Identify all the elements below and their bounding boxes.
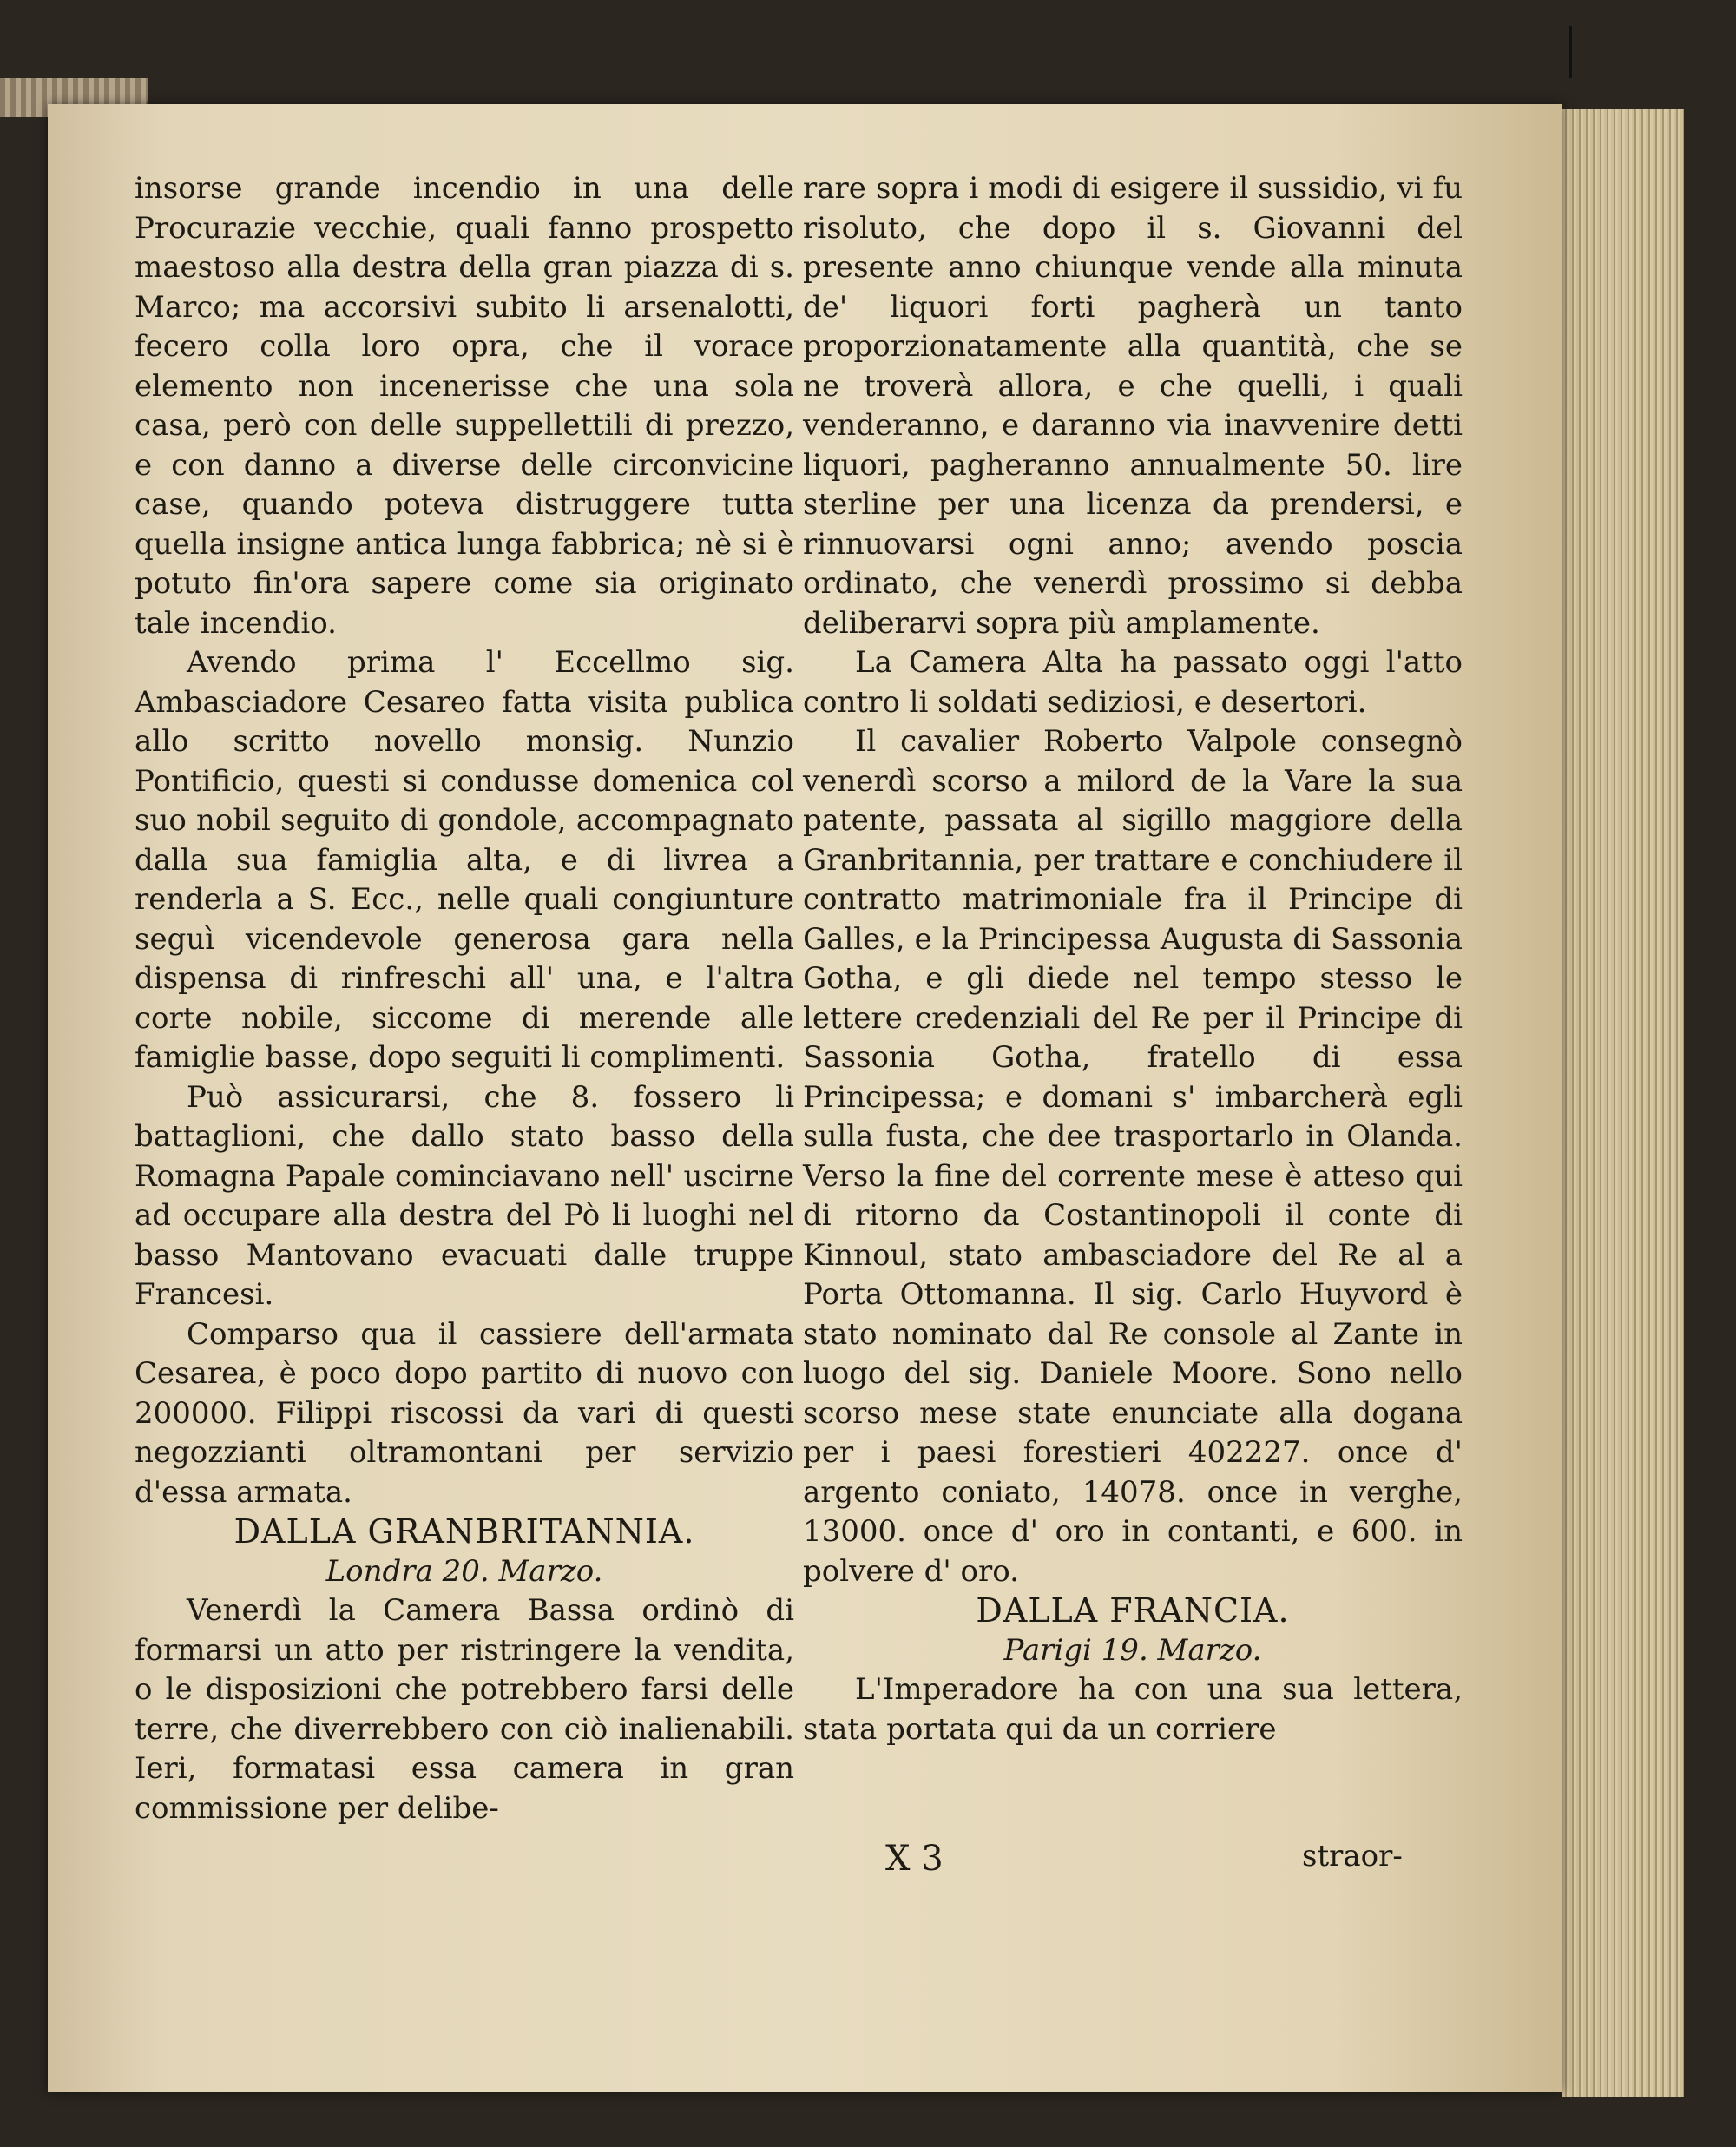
- edge-mark: [1569, 26, 1572, 78]
- page-fore-edge: [1562, 109, 1684, 2097]
- paragraph: Venerdì la Camera Bassa ordinò di formarsi un atto per ristringere la vendita, o le disposizioni che potrebbero farsi delle terre, che diverrebbero con ciò inalienabili. Ieri, formatasi essa camera in gran commissione per delibe-: [135, 1593, 794, 1826]
- paragraph: Comparso qua il cassiere dell'armata Cesarea, è poco dopo partito di nuovo con 200000. Filippi riscossi da vari di questi negozzianti oltramontani per servizio d'essa armata.: [135, 1316, 794, 1510]
- paragraph: rare sopra i modi di esigere il sussidio, vi fu risoluto, che dopo il s. Giovanni del presente anno chiunque vende alla minuta de' liquori forti pagherà un tanto proporzionatamente alla quantità, che se ne troverà allora, e che quelli, i quali venderanno, e daranno via inavvenire detti liquori, pagheranno annualmente 50. lire sterline per una licenza da prendersi, e rinnuovarsi ogni anno; avendo poscia ordinato, che venerdì prossimo si debba deliberarvi sopra più amplamente.: [803, 171, 1463, 641]
- paragraph: Può assicurarsi, che 8. fossero li battaglioni, che dallo stato basso della Romagna Papale cominciavano nell' uscirne ad occupare alla destra del Pò li luoghi nel basso Mantovano evacuati dalle truppe Francesi.: [135, 1079, 794, 1312]
- paragraph: insorse grande incendio in una delle Procurazie vecchie, quali fanno prospetto maestoso alla destra della gran piazza di s. Marco; ma accorsivi subito li arsenalotti, fecero colla loro opra, che il vorace elemento non incenerisse che una sola casa, però con delle suppellettili di prezzo, e con danno a diverse delle circonvicine case, quando poteva distruggere tutta quella insigne antica lunga fabbrica; nè si è potuto fin'ora sapere come sia originato tale incendio.: [135, 171, 794, 641]
- catchword: straor-: [1302, 1839, 1403, 1874]
- section-heading: DALLA FRANCIA.: [976, 1591, 1290, 1630]
- paragraph: Il cavalier Roberto Valpole consegnò venerdì scorso a milord de la Vare la sua patente, passata al sigillo maggiore della Granbritannia, per trattare e conchiudere il contratto matrimoniale fra il Principe di Galles, e la Principessa Augusta di Sassonia Gotha, e gli diede nel tempo stesso le lettere credenziali del Re per il Principe di Sassonia Gotha, fratello di essa Principessa; e domani s' imbarcherà egli sulla fusta, che dee trasportarlo in Olanda. Verso la fine del corrente mese è atteso qui di ritorno da Costantinopoli il conte di Kinnoul, stato ambasciadore del Re al a Porta Ottomanna. Il sig. Carlo Huyvord è stato nominato dal Re console al Zante in luogo del sig. Daniele Moore. Sono nello scorso mese state enunciate alla dogana per i paesi forestieri 402227. once d' argento coniato, 14078. once in verghe, 13000. once d' oro in contanti, e 600. in polvere d' oro.: [803, 724, 1463, 1589]
- paragraph: L'Imperadore ha con una sua lettera, stata portata qui da un corriere: [803, 1672, 1463, 1747]
- paragraph: Avendo prima l' Eccellmo sig. Ambasciadore Cesareo fatta visita publica allo scritto novello monsig. Nunzio Pontificio, questi si condusse domenica col suo nobil seguito di gondole, accompagnato dalla sua famiglia alta, e di livrea a renderla a S. Ecc., nelle quali congiunture seguì vicendevole generosa gara nella dispensa di rinfreschi all' una, e l'altra corte nobile, siccome di merende alle famiglie basse, dopo seguiti li complimenti.: [135, 645, 794, 1075]
- right-column: [803, 169, 1463, 1749]
- signature-mark: X 3: [885, 1839, 944, 1879]
- dateline: Parigi 19. Marzo.: [1003, 1632, 1262, 1668]
- paragraph: La Camera Alta ha passato oggi l'atto contro li soldati sediziosi, e desertori.: [803, 645, 1463, 720]
- left-column: [135, 169, 794, 1828]
- dateline: Londra 20. Marzo.: [326, 1553, 603, 1589]
- section-heading: DALLA GRANBRITANNIA.: [233, 1512, 695, 1551]
